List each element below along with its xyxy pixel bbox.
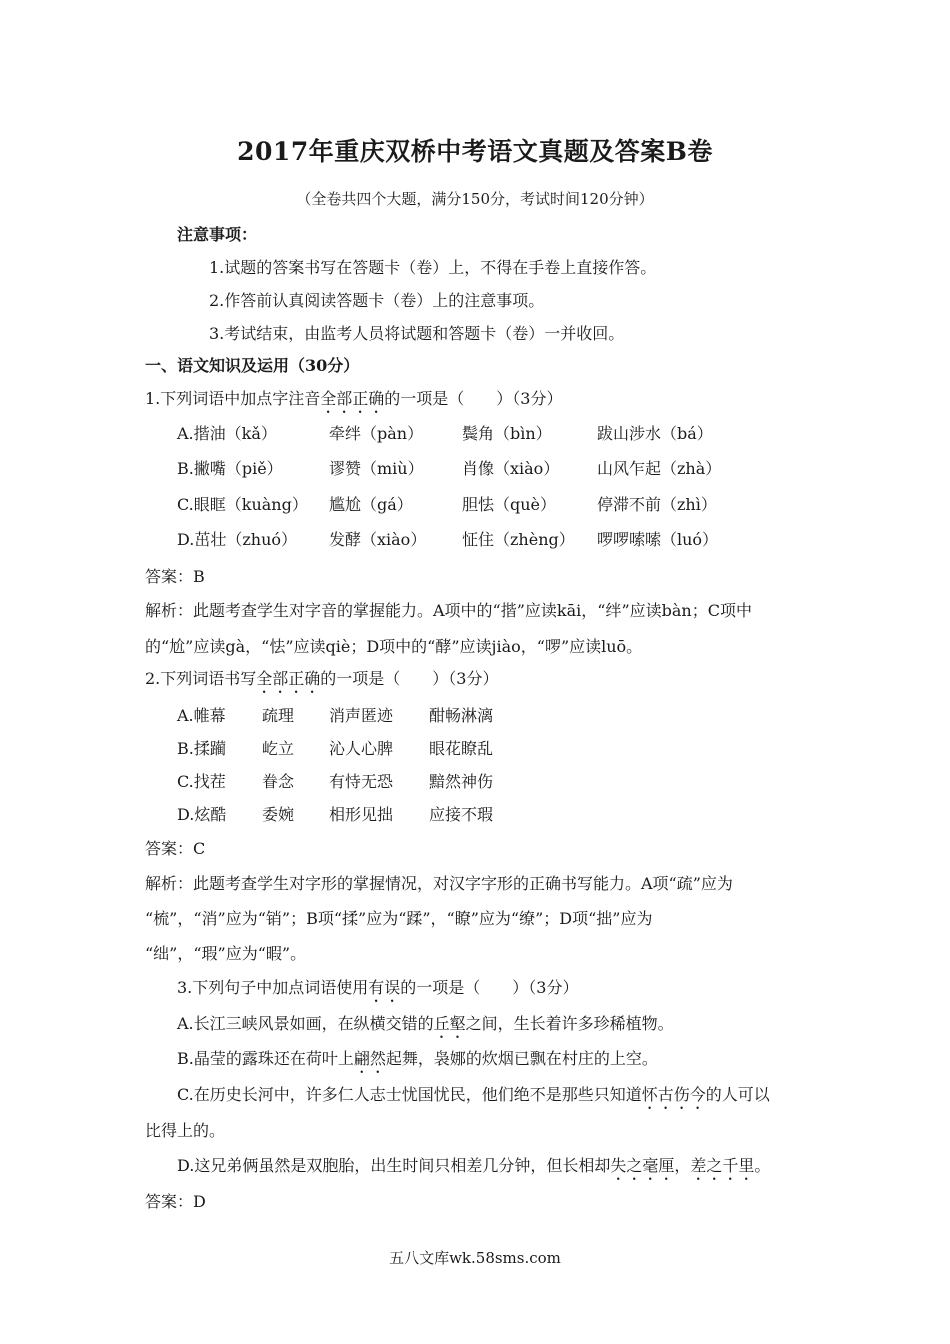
exam-subtitle: （全卷共四个大题，满分150分，考试时间120分钟） (296, 190, 654, 208)
emphasis-mark: 全部正确 (320, 389, 385, 408)
q3-option-c: C.在历史长河中，许多仁人志士忧国忧民，他们绝不是那些只知道怀古伤今的人可以 (177, 1085, 770, 1104)
notice-item: 2.作答前认真阅读答题卡（卷）上的注意事项。 (209, 291, 545, 310)
emphasis-mark: 丘壑 (433, 1014, 466, 1033)
section-heading: 一、语文知识及运用（30分） (145, 356, 360, 375)
notice-item: 1.试题的答案书写在答题卡（卷）上，不得在手卷上直接作答。 (209, 258, 657, 277)
analysis-text: “绌”，“瑕”应为“暇”。 (145, 944, 307, 963)
emphasis-mark: 全部正确 (256, 669, 321, 688)
answer-text: 答案：C (145, 839, 206, 858)
question-1-stem: 1.下列词语中加点字注音全部正确的一项是（ ）（3分） (145, 389, 563, 408)
answer-text: 答案：B (145, 567, 205, 586)
question-2-stem: 2.下列词语书写全部正确的一项是（ ）（3分） (145, 669, 499, 688)
analysis-text: “梳”，“消”应为“销”；B项“揉”应为“蹂”，“瞭”应为“缭”；D项“拙”应为 (145, 909, 653, 928)
q3-option-d: D.这兄弟俩虽然是双胞胎，出生时间只相差几分钟，但长相却失之毫厘，差之千里。 (177, 1156, 771, 1175)
analysis-text: 解析：此题考查学生对字音的掌握能力。A项中的“揩”应读kāi，“绊”应读bàn；C项中 (145, 601, 752, 620)
page-title: 2017年重庆双桥中考语文真题及答案B卷 (237, 137, 713, 166)
q3-option-c-continued: 比得上的。 (145, 1121, 226, 1140)
emphasis-mark: 失之毫厘，差之千里 (610, 1156, 755, 1175)
emphasis-mark: 有误 (368, 978, 401, 997)
page-footer: 五八文库wk.58sms.com (389, 1249, 561, 1267)
emphasis-mark: 翩然 (353, 1049, 386, 1068)
answer-text: 答案：D (145, 1192, 206, 1211)
exam-page: 2017年重庆双桥中考语文真题及答案B卷 （全卷共四个大题，满分150分，考试时间120分钟） 注意事项： 1.试题的答案书写在答题卡（卷）上，不得在手卷上直接作答。 2.作答前认真阅读答题卡（卷）上的注意事项。 3.考试结束，由监考人员将试题和答题卡（卷）一并收回。 一、语文知识及运用（30分） 1.下列词语中加点字注音全部正确的一项是（ ）（3分） A.揩油（kǎ） 牵绊（pàn） 鬓角（bìn） 跋山涉水（bá） B.撇嘴（piě） 谬赞（miù） 肖像（xiào） 山风乍起（zhà） C.眼眶（kuàng） 尴尬（gá） 胆怯（què） 停滞不前（zhì） D.茁壮（zhuó） 发酵（xiào） 怔住（zhèng） 啰啰嗦嗦（luó） 答案：B 解析：此题考查学生对字音的掌握能力。A项中的“揩”应读kāi，“绊”应读bàn；C项中 的“尬”应读gà，“怯”应读qiè；D项中的“酵”应读jiào，“啰”应读luō。 2.下列词语书写全部正确的一项是（ ）（3分） A.帷幕 疏理 消声匿迹 酣畅淋漓 B.揉躏 屹立 沁人心脾 眼花瞭乱 C.找茬 眷念 有恃无恐 黯然神伤 D.炫酷 委婉 相形见拙 应接不瑕 答案：C 解析：此题考查学生对字形的掌握情况，对汉字字形的正确书写能力。A项“疏”应为 “梳”，“消”应为“销”；B项“揉”应为“蹂”，“瞭”应为“缭”；D项“拙”应为 “绌”，“瑕”应为“暇”。 3.下列句子中加点词语使用有误的一项是（ ）（3分） A.长江三峡风景如画，在纵横交错的丘壑之间，生长着许多珍稀植物。 B.晶莹的露珠还在荷叶上翩然起舞，袅娜的炊烟已飘在村庄的上空。 C.在历史长河中，许多仁人志士忧国忧民，他们绝不是那些只知道怀古伤今的人可以 比得上的。 D.这兄弟俩虽然是双胞胎，出生时间只相差几分钟，但长相却失之毫厘，差之千里。 答案：D 五八文库wk.58sms.com (0, 0, 950, 1344)
q3-option-a: A.长江三峡风景如画，在纵横交错的丘壑之间，生长着许多珍稀植物。 (177, 1014, 674, 1033)
notice-heading: 注意事项： (177, 225, 258, 244)
analysis-text: 解析：此题考查学生对字形的掌握情况，对汉字字形的正确书写能力。A项“疏”应为 (145, 874, 733, 893)
analysis-text: 的“尬”应读gà，“怯”应读qiè；D项中的“酵”应读jiào，“啰”应读luō。 (145, 637, 643, 656)
q3-option-b: B.晶莹的露珠还在荷叶上翩然起舞，袅娜的炊烟已飘在村庄的上空。 (177, 1049, 658, 1068)
notice-item: 3.考试结束，由监考人员将试题和答题卡（卷）一并收回。 (209, 324, 625, 343)
emphasis-mark: 怀古伤今 (641, 1085, 706, 1104)
question-3-stem: 3.下列句子中加点词语使用有误的一项是（ ）（3分） (177, 978, 579, 997)
